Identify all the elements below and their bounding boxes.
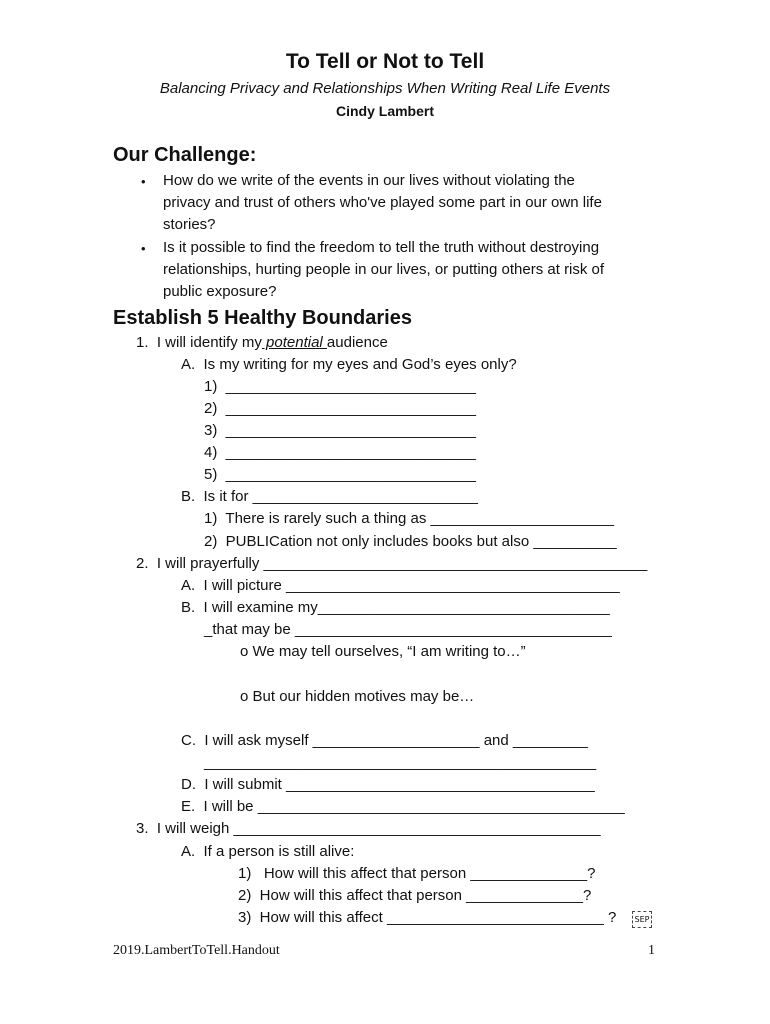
blank-line: 2) ______________________________ xyxy=(204,400,476,417)
list-item: B. Is it for ___________________________ xyxy=(181,488,478,505)
challenge-line: relationships, hurting people in our lives, or putting others at risk of xyxy=(163,261,605,278)
document-subtitle: Balancing Privacy and Relationships When Writing Real Life Events xyxy=(159,80,611,97)
list-item: 1) How will this affect that person ______________? xyxy=(238,865,596,882)
list-item: B. I will examine my___________________________________ xyxy=(181,599,610,616)
list-item: _that may be ______________________________________ xyxy=(204,621,612,638)
blank-line: 3) ______________________________ xyxy=(204,422,476,439)
list-item: D. I will submit _____________________________________ xyxy=(181,776,595,793)
list-item: 2) How will this affect that person ______________? xyxy=(238,887,592,904)
list-item: 1) There is rarely such a thing as ______________________ xyxy=(204,510,615,527)
list-item: E. I will be ____________________________________________ xyxy=(181,798,625,815)
list-item-1-pre: 1. I will identify my xyxy=(136,334,262,351)
list-item-1-post: audience xyxy=(326,334,388,351)
list-item-3: 3. I will weigh ____________________________________________ xyxy=(136,820,601,837)
boundaries-heading: Establish 5 Healthy Boundaries xyxy=(113,307,412,329)
challenge-line: privacy and trust of others who've played some part in our own life xyxy=(163,194,602,211)
challenge-line: stories? xyxy=(163,216,216,233)
challenge-line: Is it possible to find the freedom to tell the truth without destroying xyxy=(163,239,600,256)
challenge-heading: Our Challenge: xyxy=(113,144,257,166)
author-name: Cindy Lambert xyxy=(335,103,434,119)
potential-underlined: potential xyxy=(261,334,327,351)
blank-line: _______________________________________________ xyxy=(204,754,597,771)
list-item-2: 2. I will prayerfully ______________________________________________ xyxy=(136,555,648,572)
list-item: 2) PUBLICation not only includes books but also __________ xyxy=(204,533,617,550)
blank-line: 1) ______________________________ xyxy=(204,378,476,395)
list-item: A. Is my writing for my eyes and God’s eyes only? xyxy=(181,356,517,373)
blank-line: 5) ______________________________ xyxy=(204,466,476,483)
list-item-1 xyxy=(136,334,388,351)
list-item: A. I will picture ________________________________________ xyxy=(181,577,620,594)
footer-label: 2019.LambertToTell.Handout xyxy=(113,943,280,958)
sep-marker-icon: SEP xyxy=(632,911,652,928)
bullet-icon: • xyxy=(141,241,146,256)
sub-bullet: o We may tell ourselves, “I am writing to…” xyxy=(240,643,526,660)
page-number: 1 xyxy=(648,943,655,958)
bullet-icon: • xyxy=(141,174,146,189)
challenge-line: How do we write of the events in our lives without violating the xyxy=(163,172,575,189)
sub-bullet: o But our hidden motives may be… xyxy=(240,688,475,705)
list-item: C. I will ask myself ____________________ and _________ xyxy=(181,732,588,749)
list-item: 3) How will this affect __________________________ ? xyxy=(238,909,617,926)
list-item: A. If a person is still alive: xyxy=(181,843,355,860)
challenge-line: public exposure? xyxy=(163,283,277,300)
blank-line: 4) ______________________________ xyxy=(204,444,476,461)
document-title: To Tell or Not to Tell xyxy=(285,50,485,73)
